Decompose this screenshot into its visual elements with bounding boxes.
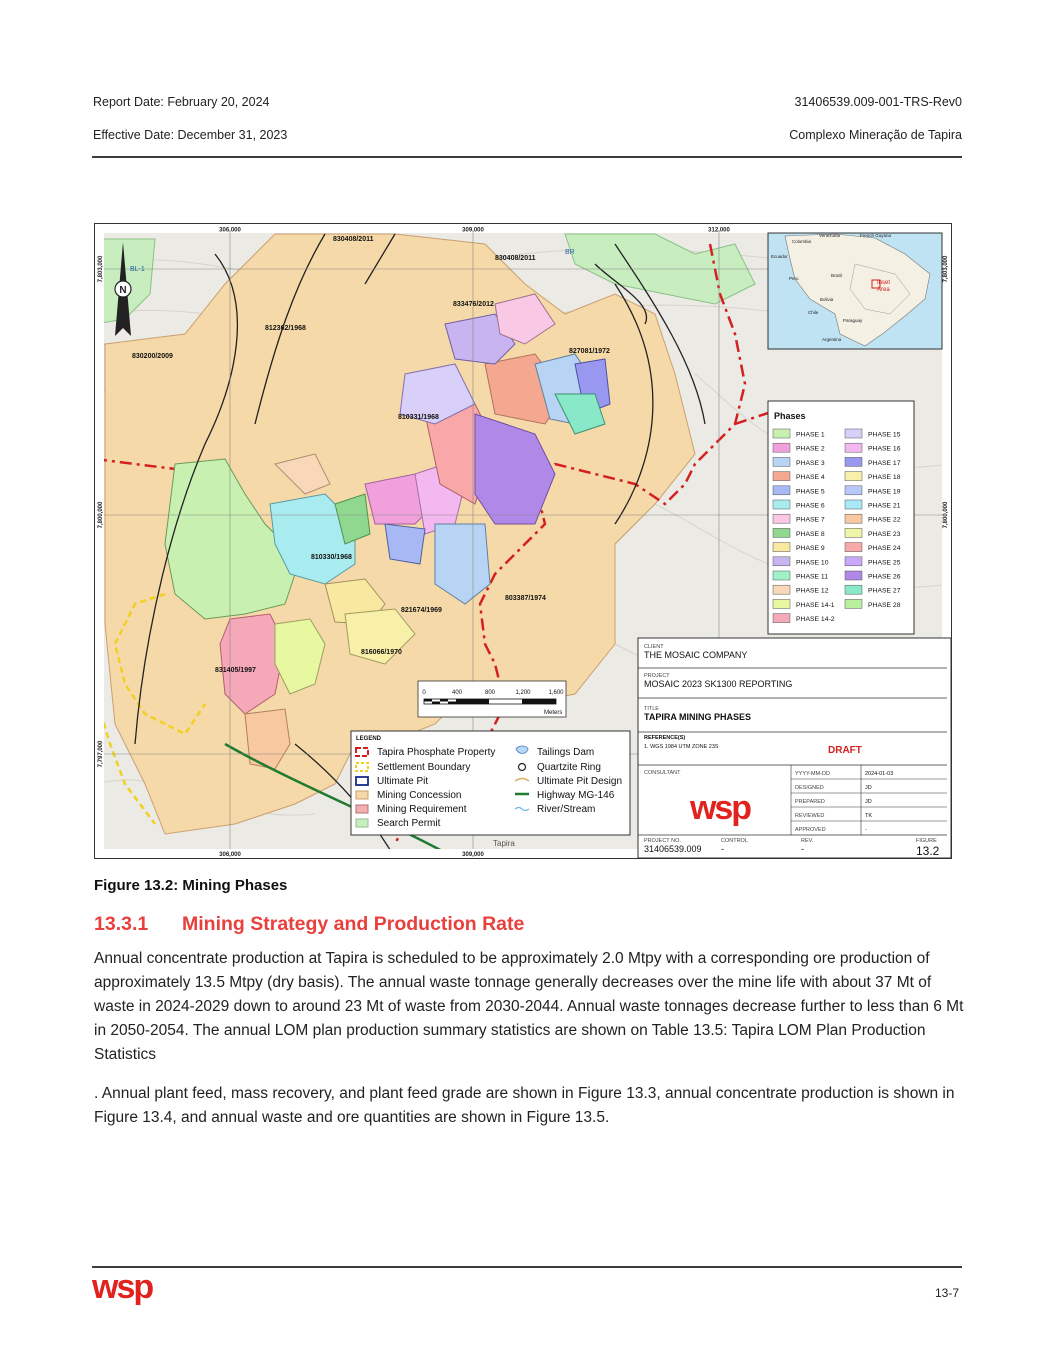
phase-swatch <box>845 500 862 509</box>
scale-unit: Meters <box>544 710 563 716</box>
phase-label: PHASE 22 <box>868 516 901 524</box>
phase-swatch <box>845 457 862 466</box>
claim-label: 833476/2012 <box>453 301 494 308</box>
scale-tick: 800 <box>484 690 496 696</box>
info-row-label: REVIEWED <box>795 813 825 819</box>
inset-country: Argentina <box>822 337 842 342</box>
claim-label: 821674/1969 <box>401 607 442 614</box>
legend-label: Quartzite Ring <box>537 762 601 773</box>
legend-swatch <box>356 819 368 827</box>
inset-country: Venezuela <box>819 233 841 238</box>
claim-label: 816066/1970 <box>361 649 402 656</box>
phase-label: PHASE 12 <box>796 587 829 595</box>
inset-country: Peru <box>789 276 799 281</box>
footer-divider <box>92 1266 962 1268</box>
legend-label: River/Stream <box>537 804 596 815</box>
phase-swatch <box>773 571 790 580</box>
phase-label: PHASE 10 <box>796 559 829 567</box>
project-no: 31406539.009 <box>644 844 702 854</box>
grid-x-label: 312,000 <box>708 227 730 234</box>
phase-label: PHASE 3 <box>796 459 825 467</box>
phases-legend <box>768 401 914 634</box>
phase-swatch <box>845 571 862 580</box>
grid-x-label: 306,000 <box>219 227 241 234</box>
claim-label: 831405/1997 <box>215 667 256 674</box>
info-row-value: - <box>865 827 867 833</box>
control-label: CONTROL <box>721 838 748 844</box>
client-name: THE MOSAIC COMPANY <box>644 650 748 660</box>
claim-label: 810331/1968 <box>398 414 439 421</box>
inset-map <box>768 233 942 349</box>
phase-swatch <box>845 486 862 495</box>
grid-y-label: 7,800,000 <box>98 501 104 529</box>
phase-label: PHASE 18 <box>868 474 901 482</box>
info-row-label: APPROVED <box>795 827 826 833</box>
claim-label: 830200/2009 <box>132 353 173 360</box>
rev-label: REV. <box>801 838 814 844</box>
body-paragraph: Annual concentrate production at Tapira is scheduled to be approximately 2.0 Mtpy with a corresponding ore production of approximately 13.5 Mtpy (dry basis). The annual waste tonnage generally decreases over the mine life with about 37 Mt of waste in 2024-2029 down to around 23 Mt of waste from 2030-2044. Annual waste tonnages decrease further to less than 6 Mt in 2050-2054. The annual LOM plan production summary statistics are shown on Table 13.5: Tapira LOM Plan Production Statistics <box>94 950 964 1063</box>
legend-label: Mining Requirement <box>377 804 467 815</box>
phase-label: PHASE 5 <box>796 488 825 496</box>
info-row-label: PREPARED <box>795 799 825 805</box>
phase-area <box>385 524 425 564</box>
scale-tick: 0 <box>422 690 426 696</box>
legend-label: Tailings Dam <box>537 747 595 758</box>
report-date: Report Date: February 20, 2024 <box>93 95 270 109</box>
scale-tick: 1,200 <box>515 690 531 696</box>
inset-country: Paraguay <box>843 318 863 323</box>
figure-label: FIGURE <box>916 838 937 844</box>
inset-country: French Guyana <box>860 233 892 238</box>
phase-swatch <box>773 514 790 523</box>
phase-swatch <box>773 543 790 552</box>
legend-swatch <box>356 805 368 813</box>
phase-label: PHASE 9 <box>796 545 825 553</box>
effective-date: Effective Date: December 31, 2023 <box>93 128 288 142</box>
scale-tick: 400 <box>451 690 463 696</box>
phase-label: PHASE 14-1 <box>796 601 835 609</box>
phase-swatch <box>773 443 790 452</box>
grid-x-label: 309,000 <box>462 227 484 234</box>
claim-label: 830408/2011 <box>495 255 536 262</box>
figure-title: TAPIRA MINING PHASES <box>644 712 752 722</box>
phase-label: PHASE 8 <box>796 530 825 538</box>
phase-label: PHASE 2 <box>796 445 825 453</box>
legend-label: Tapira Phosphate Property <box>377 747 496 758</box>
legend-label: Ultimate Pit Design <box>537 776 623 787</box>
north-label: N <box>119 285 127 296</box>
phase-label: PHASE 24 <box>868 545 901 553</box>
info-row-label: DESIGNED <box>795 785 824 791</box>
phases-legend-title: Phases <box>774 411 806 421</box>
inset-area-label: Area <box>877 287 890 293</box>
client-label: CLIENT <box>644 644 664 650</box>
section-heading <box>94 913 524 936</box>
phase-swatch <box>773 457 790 466</box>
phase-label: PHASE 23 <box>868 530 901 538</box>
inset-country: Ecuador <box>771 254 788 259</box>
claim-label: 827081/1972 <box>569 348 610 355</box>
claim-label: 810330/1968 <box>311 554 352 561</box>
phase-label: PHASE 14-2 <box>796 616 835 624</box>
footer-wsp-logo: wsp <box>92 1268 153 1306</box>
figure-caption: Figure 13.2: Mining Phases <box>94 877 288 894</box>
body-paragraph: . Annual plant feed, mass recovery, and plant feed grade are shown in Figure 13.3, annual concentrate production is shown in Figure 13.4, and annual waste and ore quantities are shown in Figure 13.5. <box>94 1085 955 1126</box>
phase-label: PHASE 25 <box>868 559 901 567</box>
legend-label: Mining Concession <box>377 790 462 801</box>
mining-phases-map <box>94 223 952 859</box>
phase-swatch <box>773 614 790 623</box>
phase-label: PHASE 11 <box>796 573 828 581</box>
inset-country: Brazil <box>831 273 843 278</box>
scale-tick: 1,600 <box>548 690 564 696</box>
inset-country: Colombia <box>792 239 812 244</box>
phase-label: PHASE 1 <box>796 431 825 439</box>
phase-swatch <box>773 557 790 566</box>
area-label: BR <box>565 249 575 256</box>
legend-label: Ultimate Pit <box>377 776 429 787</box>
phase-swatch <box>845 557 862 566</box>
phase-swatch <box>845 528 862 537</box>
consultant-label: CONSULTANT <box>644 770 681 776</box>
phase-swatch <box>845 585 862 594</box>
scale-bar <box>418 681 566 717</box>
legend-title: LEGEND <box>356 736 382 742</box>
area-label: Tapira <box>493 839 515 848</box>
phase-label: PHASE 21 <box>868 502 901 510</box>
section-number: 13.3.1 <box>94 913 149 935</box>
rev-value: - <box>801 844 804 854</box>
legend-label: Highway MG-146 <box>537 790 615 801</box>
phase-swatch <box>845 472 862 481</box>
phase-label: PHASE 7 <box>796 516 825 524</box>
title-label: TITLE <box>644 706 659 712</box>
document-number: 31406539.009-001-TRS-Rev0 <box>794 95 962 109</box>
project-title: MOSAIC 2023 SK1300 REPORTING <box>644 679 793 689</box>
phase-swatch <box>773 500 790 509</box>
grid-y-label: 7,803,000 <box>943 255 949 283</box>
phase-label: PHASE 19 <box>868 488 901 496</box>
grid-x-label: 306,000 <box>219 852 241 858</box>
phase-swatch <box>773 429 790 438</box>
page-number: 13-7 <box>935 1286 960 1300</box>
title-block <box>638 638 951 858</box>
inset-country: Chile <box>808 310 819 315</box>
project-no-label: PROJECT NO. <box>644 838 681 844</box>
section-title: Mining Strategy and Production Rate <box>182 913 525 935</box>
phase-label: PHASE 27 <box>868 587 901 595</box>
inset-area-label: Inset <box>877 280 891 286</box>
grid-y-label: 7,797,000 <box>98 740 104 768</box>
phase-label: PHASE 17 <box>868 459 901 467</box>
grid-x-label: 309,000 <box>462 852 484 858</box>
claim-label: 812362/1968 <box>265 325 306 332</box>
phase-swatch <box>845 443 862 452</box>
claim-label: 803387/1974 <box>505 595 546 602</box>
phase-swatch <box>773 486 790 495</box>
phase-swatch <box>845 429 862 438</box>
legend-label: Search Permit <box>377 818 441 829</box>
phase-swatch <box>773 528 790 537</box>
grid-y-label: 7,800,000 <box>943 501 949 529</box>
phase-swatch <box>845 599 862 608</box>
wsp-logo: wsp <box>689 789 751 827</box>
info-row-value: JD <box>865 785 872 791</box>
control-value: - <box>721 844 724 854</box>
inset-country: Bolivia <box>820 297 834 302</box>
area-label: BL-1 <box>130 266 145 273</box>
map-legend <box>351 731 630 835</box>
phase-swatch <box>845 543 862 552</box>
phase-swatch <box>773 472 790 481</box>
phase-swatch <box>773 585 790 594</box>
reference-label: REFERENCE(S) <box>644 735 686 741</box>
phase-swatch <box>845 514 862 523</box>
project-label: PROJECT <box>644 673 670 679</box>
figure-number: 13.2 <box>916 844 940 858</box>
info-row-label: YYYY-MM-DD <box>795 771 830 777</box>
phase-label: PHASE 16 <box>868 445 901 453</box>
grid-y-label: 7,803,000 <box>98 255 104 283</box>
phase-label: PHASE 6 <box>796 502 825 510</box>
claim-label: 830408/2011 <box>333 236 374 243</box>
legend-swatch <box>356 791 368 799</box>
draft-status: DRAFT <box>828 745 862 756</box>
phase-label: PHASE 15 <box>868 431 901 439</box>
phase-swatch <box>773 599 790 608</box>
project-name: Complexo Mineração de Tapira <box>789 128 962 142</box>
header-divider <box>92 156 962 158</box>
legend-label: Settlement Boundary <box>377 762 471 773</box>
reference-text: 1. WGS 1984 UTM ZONE 23S <box>644 744 719 750</box>
phase-label: PHASE 26 <box>868 573 901 581</box>
info-row-value: TK <box>865 813 873 819</box>
info-row-value: 2024-01-03 <box>865 771 894 777</box>
phase-label: PHASE 4 <box>796 474 825 482</box>
info-row-value: JD <box>865 799 872 805</box>
phase-label: PHASE 28 <box>868 601 901 609</box>
